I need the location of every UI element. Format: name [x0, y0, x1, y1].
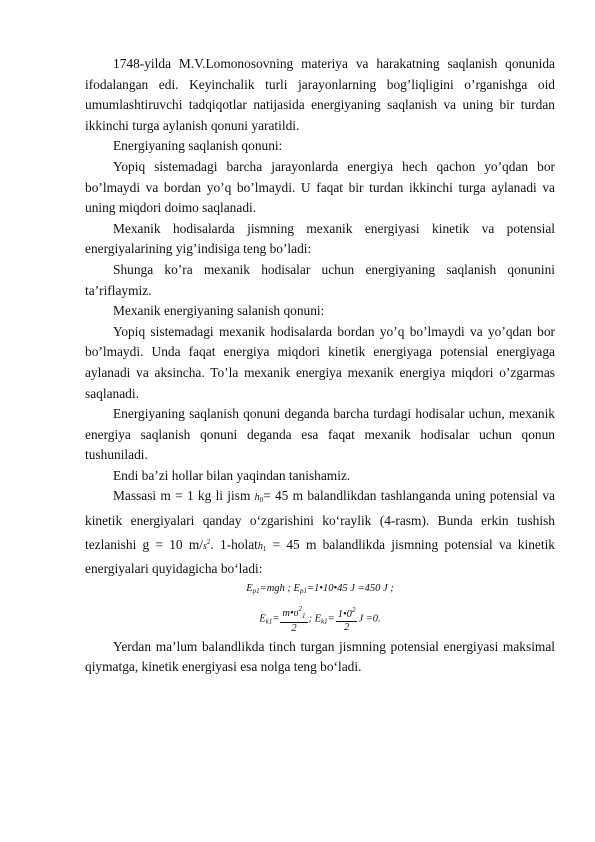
formula-kinetic-energy: $E_{k1}=$ $\frac{m•\upsilon^2_1}{2}$ ; $E_{k1}=$ $\frac{1•0^2}{2}$ J =0. [259, 604, 381, 634]
heading-energy-conservation-law: Energiyaning saqlanish qonuni: [113, 138, 283, 154]
variable-h0-subscript: 0 [259, 496, 264, 505]
fraction-kinetic-general: $\frac{m•\upsilon^2_1}{2}$ [282, 604, 306, 634]
paragraph-lomonosov: 1748-yilda M.V.Lomonosovning materiya va harakatning saqlanish qonunida ifodalangan edi. Keyinchalik turli jarayonlarning bog’liqligini o’rganishga oid umumlashtiruvchi tadqiqotlar natijasida energiyaning saqlanish va uning bir turdan ikkinchi turga aylanish qonuni yaratildi. [85, 56, 555, 133]
document-body [85, 54, 555, 678]
variable-h0: h [254, 492, 260, 504]
example-text-3: . 1-holat [210, 536, 258, 552]
heading-mechanical-energy-law: Mexanik energiyaning salanish qonuni: [113, 303, 325, 319]
paragraph-mechanical-law-text: Yopiq sistemadagi mexanik hodisalarda bordan yo’q bo’lmaydi va yo’qdan bor bo’lmaydi. Unda faqat energiya miqdori kinetik energiyaga potensial energiyaga aylanadi va aksincha. To’la mexanik energiya mexanik energiya miqdori o’zgarmas saqlanadi. [85, 323, 555, 401]
fraction-kinetic-value: $\frac{1•0^2}{2}$ [337, 605, 356, 633]
paragraph-conclusion: Yerdan ma’lum balandlikda tinch turgan jismning potensial energiyasi maksimal qiymatga, kinetik energiyasi esa nolga teng bo‘ladi. [85, 638, 555, 675]
unit-s: s [202, 540, 207, 552]
formula-potential-energy: $E_{p1}=mgh$ ; $E_{p1}=1•10•45$ J =450 J ; [246, 582, 394, 595]
paragraph-mechanical-energy-sum: Mexanik hodisalarda jismning mexanik energiyasi kinetik va potensial energiyalarining yig’indisiga teng bo’ladi: [85, 220, 555, 257]
example-text-1: Massasi m = 1 kg li jism [113, 488, 255, 504]
paragraph-define-law: Shunga ko’ra mexanik hodisalar uchun energiyaning saqlanish qonunini ta’riflaymiz. [85, 261, 555, 298]
paragraph-law-distinction: Energiyaning saqlanish qonuni deganda barcha turdagi hodisalar uchun, mexanik energiya saqlanish qonuni deganda esa faqat mexanik hodisalar uchun qonun tushuniladi. [85, 406, 555, 463]
paragraph-closed-system-law: Yopiq sistemadagi barcha jarayonlarda energiya hech qachon yo’qdan bor bo’lmaydi va bordan yo’q bo’lmaydi. U faqat bir turdan ikkinchi turga aylanadi va uning miqdori doimo saqlanadi. [85, 158, 555, 216]
variable-h1-subscript: 1 [262, 544, 267, 553]
unit-s-exponent: 2 [206, 537, 211, 546]
paragraph-introduction-cases: Endi ba’zi hollar bilan yaqindan tanishamiz. [113, 467, 351, 483]
paragraph-example-problem [85, 486, 555, 579]
variable-h1: h [257, 540, 263, 552]
example-text-2: = 45 m balandlikdan tashlanganda uning potensial va kinetik energiyalari qanday o‘zgarishini ko‘raylik (4-rasm). Bunda erkin tushish tezlanishi g = 10 m/ [85, 488, 555, 552]
example-text-4: = 45 m balandlikda jismning potensial va kinetik energiyalari quyidagicha bo‘ladi: [85, 536, 556, 577]
